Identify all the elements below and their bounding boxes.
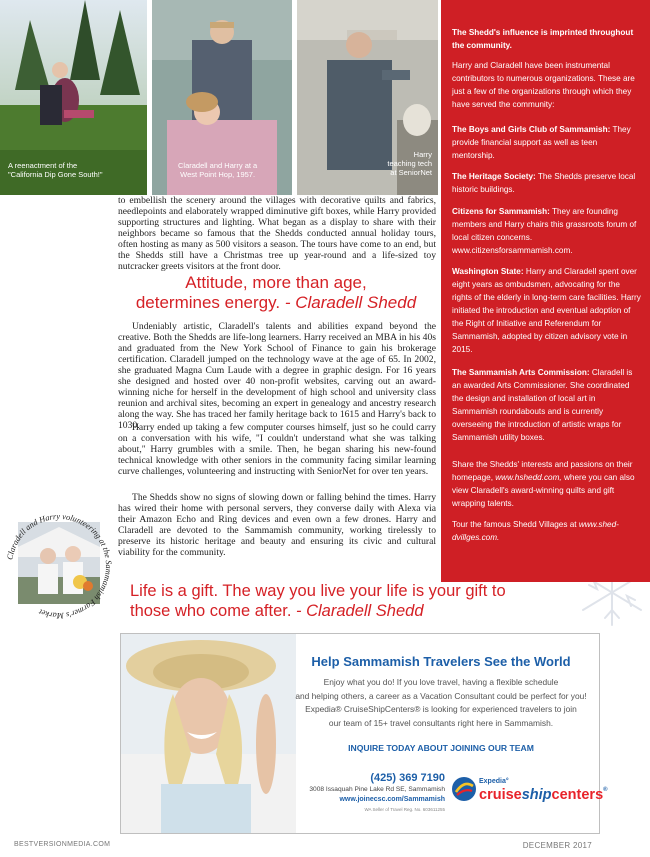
ad-address: 3008 Issaquah Pine Lake Rd SE, Sammamish: [309, 786, 445, 793]
photo-caption: Claradell and Harry at a West Point Hop, 1957.: [178, 161, 258, 179]
pull-quote: Life is a gift. The way you live your life is your gift to those who come after. - Claradell Shedd: [130, 582, 506, 620]
circle-caption-text: Claradell and Harry volunteering at the Sammamish Farmer's Market: [5, 511, 114, 621]
sidebar-org: The Heritage Society: The Shedds preserve local historic buildings.: [452, 172, 636, 194]
ad-license: WA Seller of Travel Reg. No. 603611255: [364, 807, 445, 812]
sidebar-intro-text: Harry and Claradell have been instrumental contributors to numerous organizations. These are just a few of the organizations through which they have served the community:: [452, 61, 635, 109]
sidebar-intro-title: The Shedd's influence is imprinted throughout the community.: [452, 28, 634, 50]
ad-cta[interactable]: INQUIRE TODAY ABOUT JOINING OUR TEAM: [348, 743, 534, 753]
footer-right: DECEMBER 2017: [522, 841, 592, 850]
homepage-link[interactable]: www.hshedd.com,: [495, 473, 562, 482]
sidebar-org: The Sammamish Arts Commission: Claradell is an awarded Arts Commissioner. She coordinated the design and installation of local art in Sammamish roundabouts and is currently overseeing the introduction of artistic wraps for Sammamish utility boxes.: [452, 368, 633, 442]
sidebar-share: Share the Shedds' interests and passions on their homepage, www.hshedd.com, where you can also view Claradell's award-winning quilts and gift wrapping talents.: [452, 460, 635, 508]
advertisement: [120, 633, 608, 834]
sidebar-tour: Tour the famous Shedd Villages at www.shed-dvillges.com.: [452, 520, 619, 542]
sidebar-org: Citizens for Sammamish: They are founding members and Harry chairs this grassroots forum of local citizen concerns. www.citizensforsammamish.com.: [452, 207, 637, 255]
ad-phone[interactable]: (425) 369 7190: [370, 772, 445, 784]
footer-left: BESTVERSIONMEDIA.COM: [14, 841, 111, 848]
ad-body: Enjoy what you do! If you love travel, having a flexible schedule and helping others, a career as a Vacation Consultant could be perfect for you! Expedia® CruiseShipCenters® is looking for experienced travelers to join our team of 15+ travel consultants right here in Sammamish.: [295, 677, 587, 728]
circle-caption: [0, 505, 120, 623]
svg-text:Claradell and Harry volunteeri: [5, 512, 113, 620]
expedia-logo: Expedia°: [479, 778, 509, 785]
article-paragraph: Undeniably artistic, Claradell's talents and abilities expand beyond the creative. Both the Shedds are life-long learners. Harry received an MBA in his 40s and graduated from the New York School of Finance to gain his brokerage certification. Claradell jumped on the technology wave at the age of 65. In 2002, she graduated Magna Cum Laude with a degree in graphic design. For 16 years she designed and hosted over 40 non-profit websites, carving out an award-winning niche for herself in the development of high school and university class reunion and archival sites, becoming an expert in genealogy and ancestry research along the way. She has traced her family heritage back to 1615 and Harry's back to 1030.: [118, 321, 436, 431]
cruiseshipcenters-logo: cruiseshipcenters®: [479, 787, 608, 803]
sidebar-org: The Boys and Girls Club of Sammamish: They provide financial support as well as teen mentorship.: [452, 125, 631, 160]
photo-caption: Harry teaching tech at SeniorNet: [387, 150, 432, 177]
quote-author: - Claradell Shedd: [280, 293, 417, 312]
photo-california-dip: [0, 0, 147, 195]
article-paragraph: The Shedds show no signs of slowing down or falling behind the times. Harry has wired their home with personal servers, they converse daily with Alexa via their Amazon Echo and Ring devices and even own a few drones. Harry and Claradell are devoted to the Sammamish community, working tirelessly to preserve its historic heritage and beauty and ensuring its civic and cultural viability for the community.: [118, 492, 436, 558]
photo-caption: A reenactment of the "California Dip Gone South!": [8, 161, 103, 179]
expedia-logo-icon: [451, 776, 477, 802]
photo-west-point-hop: [152, 0, 292, 195]
ad-url[interactable]: www.joinecsc.com/Sammamish: [339, 796, 445, 803]
pull-quote: Attitude, more than age, determines energy. - Claradell Shedd: [135, 273, 417, 312]
article-paragraph: to embellish the scenery around the villages with decorative quilts and fabrics, needlepoints and elaborately wrapped diminutive gift boxes, while Harry provided supporting structures and lighting. What began as a display to share with their neighbors became so famous that the Shedds conducted annual holiday tours, often hosting as many as 500 visitors a season. The tours have come to an end, but the Shedds still have a Christmas tree up year-round and a life-sized toy nutcracker greets visitors at the front door.: [118, 195, 436, 272]
article-paragraph: Harry ended up taking a few computer courses himself, just so he could carry on a conversation with his wife, "I couldn't understand what she was talking about," Harry grumbles with a smile. Then, he began sharing his new-found technical knowledge with other seniors in the community facing similar learning curve challenges, volunteering and instructing with SeniorNet for over ten years.: [118, 422, 436, 477]
ad-photo-traveler: [121, 634, 296, 833]
shedd-villages-link[interactable]: www.shed-dvillges.com.: [452, 520, 619, 542]
ad-headline: Help Sammamish Travelers See the World: [311, 654, 571, 669]
sidebar-org: Washington State: Harry and Claradell spent over eight years as ombudsmen, advocating for the rights of the elderly in long-term care facilities. Harry initiated the introduction and eventual adoption of the Right of Initiative and Referendum for Sammamish, adopted by citizen advisory vote in 2015.: [452, 267, 641, 354]
quote-author: - Claradell Shedd: [291, 602, 424, 620]
photo-seniornet: [297, 0, 438, 195]
